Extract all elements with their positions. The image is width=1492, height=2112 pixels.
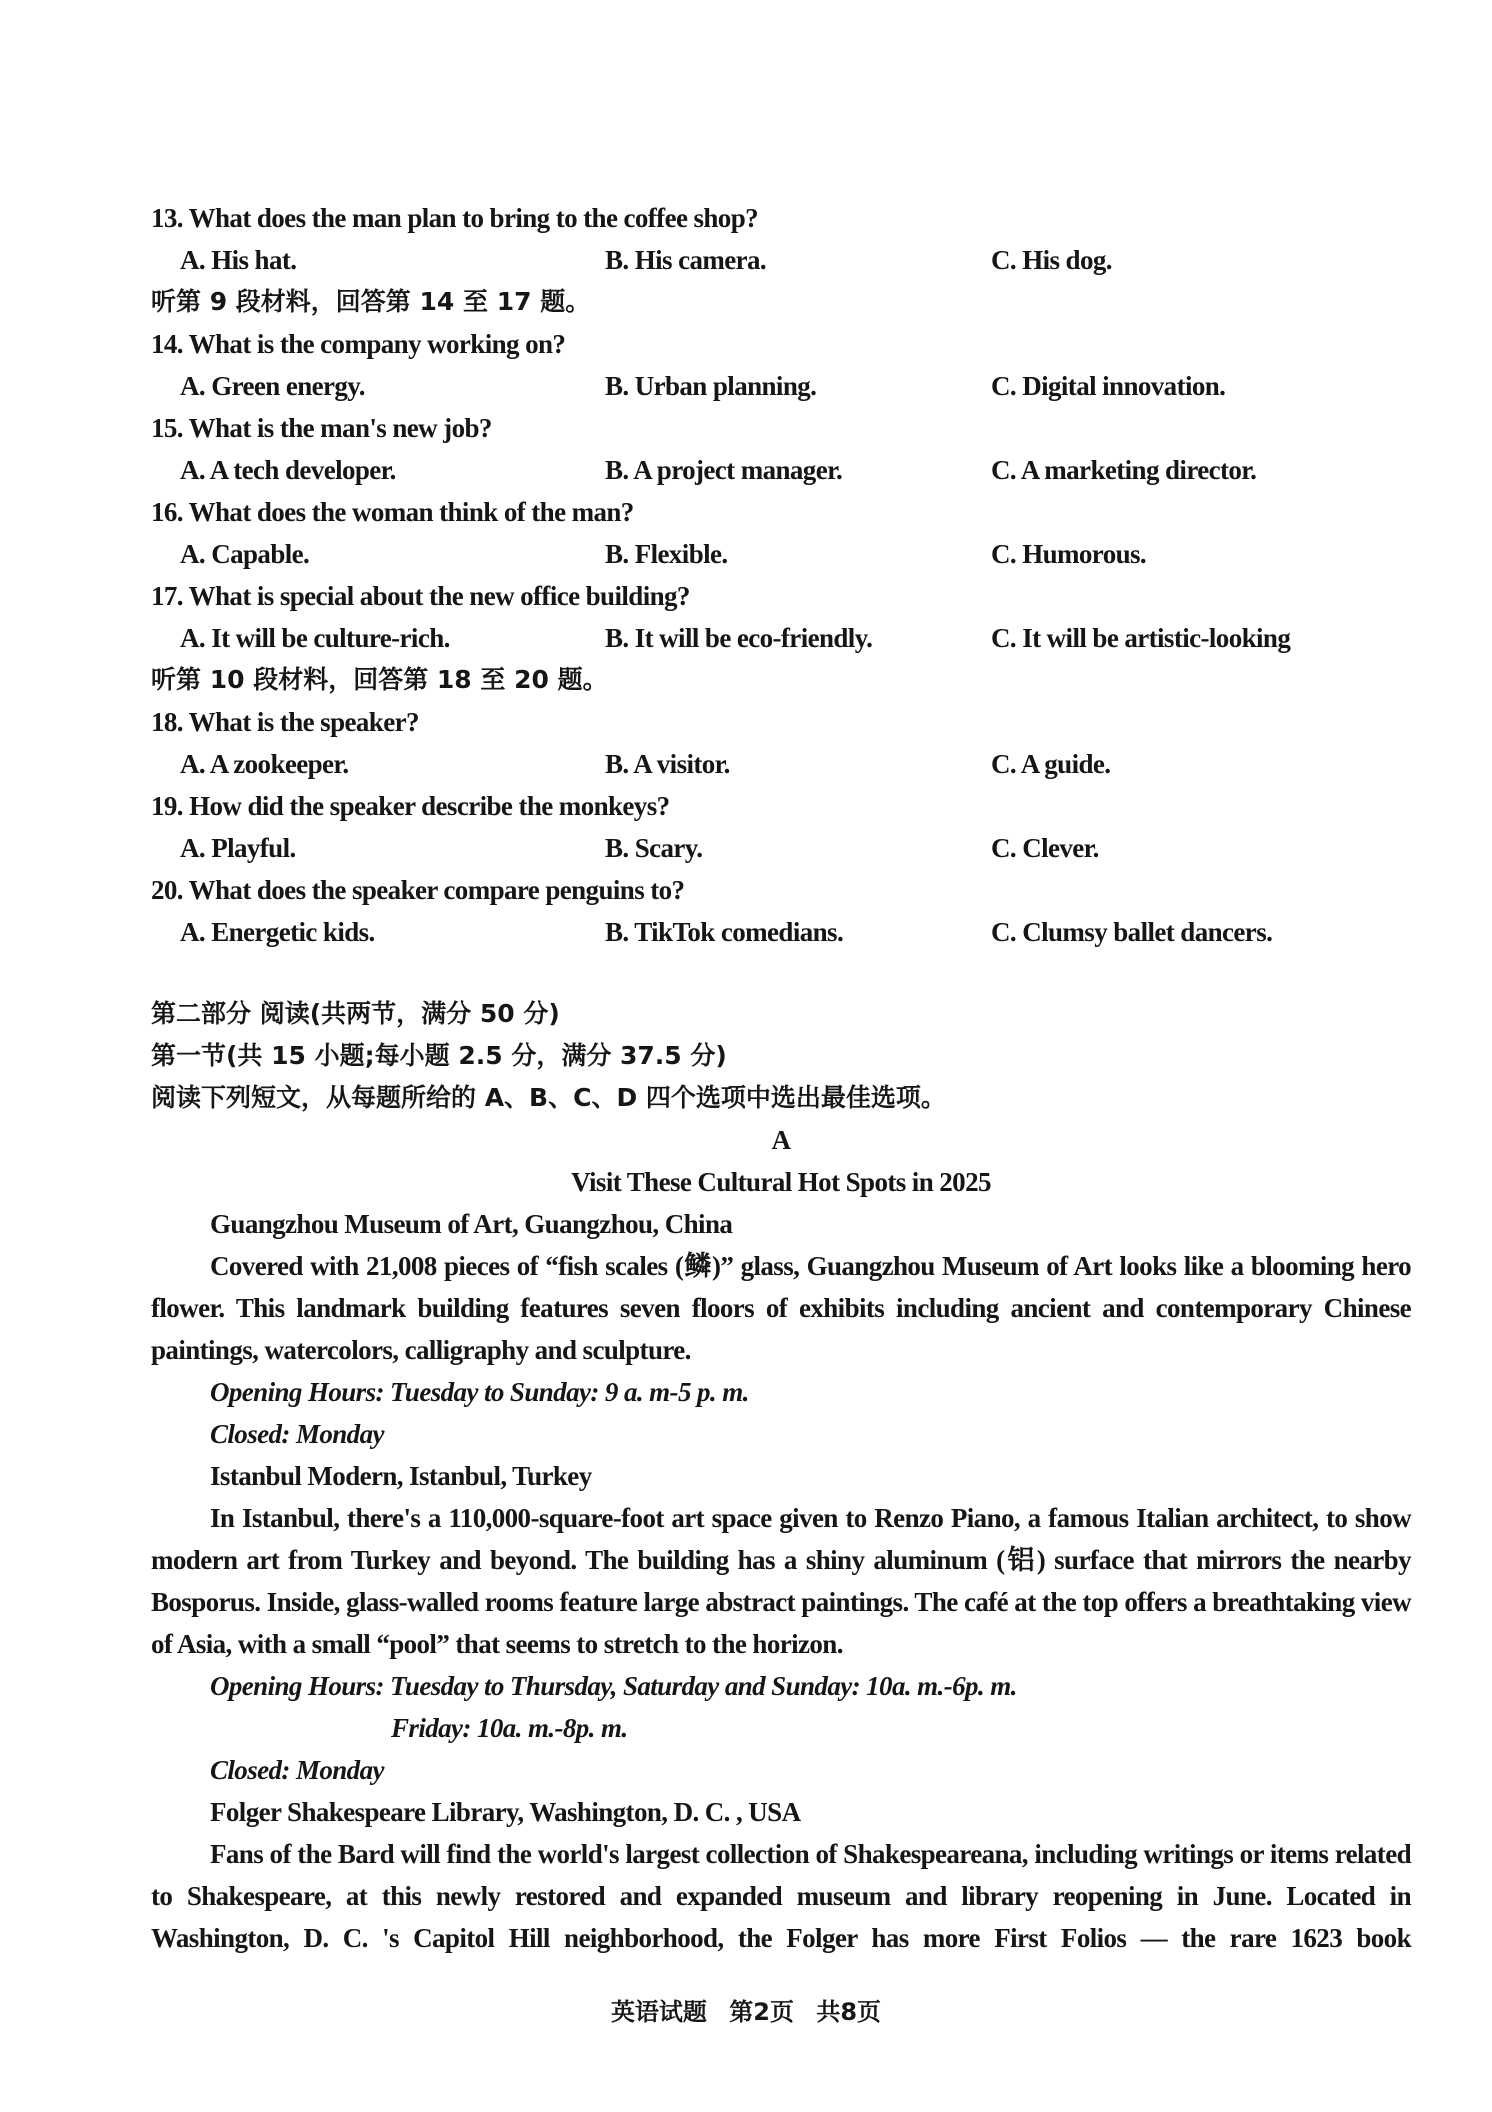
option-b: B. TikTok comedians.	[605, 917, 844, 947]
question-20: 20. What does the speaker compare penguins to?	[151, 875, 685, 905]
place-name: Guangzhou Museum of Art, Guangzhou, China	[210, 1209, 733, 1239]
closed-day: Closed: Monday	[210, 1755, 384, 1785]
option-b: B. Urban planning.	[605, 371, 817, 401]
question-18-options	[151, 743, 1411, 785]
option-b: B. A project manager.	[605, 455, 843, 485]
question-17-options	[151, 617, 1411, 659]
option-c: C. A guide.	[991, 749, 1111, 779]
option-c: C. Clever.	[991, 833, 1099, 863]
question-17: 17. What is special about the new office building?	[151, 581, 690, 611]
option-b: B. Scary.	[605, 833, 703, 863]
section1-heading: 第一节(共 15 小题;每小题 2.5 分，满分 37.5 分)	[151, 1041, 727, 1070]
question-13-options	[151, 239, 1411, 281]
option-c: C. Clumsy ballet dancers.	[991, 917, 1273, 947]
option-b: B. A visitor.	[605, 749, 730, 779]
option-c: C. Humorous.	[991, 539, 1147, 569]
part2-heading: 第二部分 阅读(共两节，满分 50 分)	[151, 999, 560, 1028]
option-c: C. It will be artistic-looking	[991, 623, 1291, 653]
passage-title: Visit These Cultural Hot Spots in 2025	[571, 1167, 991, 1197]
opening-hours: Opening Hours: Tuesday to Thursday, Saturday and Sunday: 10a. m.-6p. m.	[210, 1671, 1017, 1701]
place-description: In Istanbul, there's a 110,000-square-foot art space given to Renzo Piano, a famous Italian architect, to show modern art from Turkey and beyond. The building has a shiny aluminum (铝) surface that mirrors the nearby Bosporus. Inside, glass-walled rooms feature large abstract paintings. The café at the top offers a breathtaking view of Asia, with a small “pool” that seems to stretch to the horizon.	[151, 1503, 1411, 1659]
option-a: A. Capable.	[180, 539, 310, 569]
passage-label: A	[771, 1125, 791, 1155]
question-20-options	[151, 911, 1411, 953]
option-a: A. A zookeeper.	[180, 749, 349, 779]
question-15: 15. What is the man's new job?	[151, 413, 492, 443]
place-description: Covered with 21,008 pieces of “fish scales (鳞)” glass, Guangzhou Museum of Art looks like a blooming hero flower. This landmark building features seven floors of exhibits including ancient and contemporary Chinese paintings, watercolors, calligraphy and sculpture.	[151, 1251, 1411, 1365]
question-19-options	[151, 827, 1411, 869]
listening-instruction-10: 听第 10 段材料，回答第 18 至 20 题。	[151, 665, 608, 694]
place-description: Fans of the Bard will find the world's largest collection of Shakespeareana, including writings or items related to Shakespeare, at this newly restored and expanded museum and library reopening in June. Located in Washington, D. C. 's Capitol Hill neighborhood, the Folger has more First Folios — the rare 1623 book	[151, 1839, 1411, 1953]
question-15-options	[151, 449, 1411, 491]
opening-hours: Opening Hours: Tuesday to Sunday: 9 a. m-5 p. m.	[210, 1377, 749, 1407]
option-a: A. His hat.	[180, 245, 297, 275]
option-b: B. His camera.	[605, 245, 767, 275]
question-18: 18. What is the speaker?	[151, 707, 419, 737]
question-16-options	[151, 533, 1411, 575]
option-b: B. It will be eco-friendly.	[605, 623, 873, 653]
question-16: 16. What does the woman think of the man?	[151, 497, 634, 527]
option-c: C. Digital innovation.	[991, 371, 1226, 401]
option-c: C. A marketing director.	[991, 455, 1257, 485]
option-a: A. A tech developer.	[180, 455, 396, 485]
option-a: A. It will be culture-rich.	[180, 623, 450, 653]
option-c: C. His dog.	[991, 245, 1112, 275]
question-14: 14. What is the company working on?	[151, 329, 566, 359]
question-13: 13. What does the man plan to bring to the coffee shop?	[151, 203, 759, 233]
option-a: A. Playful.	[180, 833, 296, 863]
listening-instruction-9: 听第 9 段材料，回答第 14 至 17 题。	[151, 287, 591, 316]
page-footer: 英语试题 第2页 共8页	[610, 1998, 882, 2026]
exam-page-content	[151, 197, 1411, 1959]
opening-hours-friday: Friday: 10a. m.-8p. m.	[391, 1713, 628, 1743]
closed-day: Closed: Monday	[210, 1419, 384, 1449]
reading-instruction: 阅读下列短文，从每题所给的 A、B、C、D 四个选项中选出最佳选项。	[151, 1083, 946, 1112]
question-14-options	[151, 365, 1411, 407]
option-b: B. Flexible.	[605, 539, 728, 569]
place-name: Istanbul Modern, Istanbul, Turkey	[210, 1461, 592, 1491]
question-19: 19. How did the speaker describe the monkeys?	[151, 791, 670, 821]
option-a: A. Green energy.	[180, 371, 365, 401]
place-name: Folger Shakespeare Library, Washington, D. C. , USA	[210, 1797, 801, 1827]
option-a: A. Energetic kids.	[180, 917, 375, 947]
